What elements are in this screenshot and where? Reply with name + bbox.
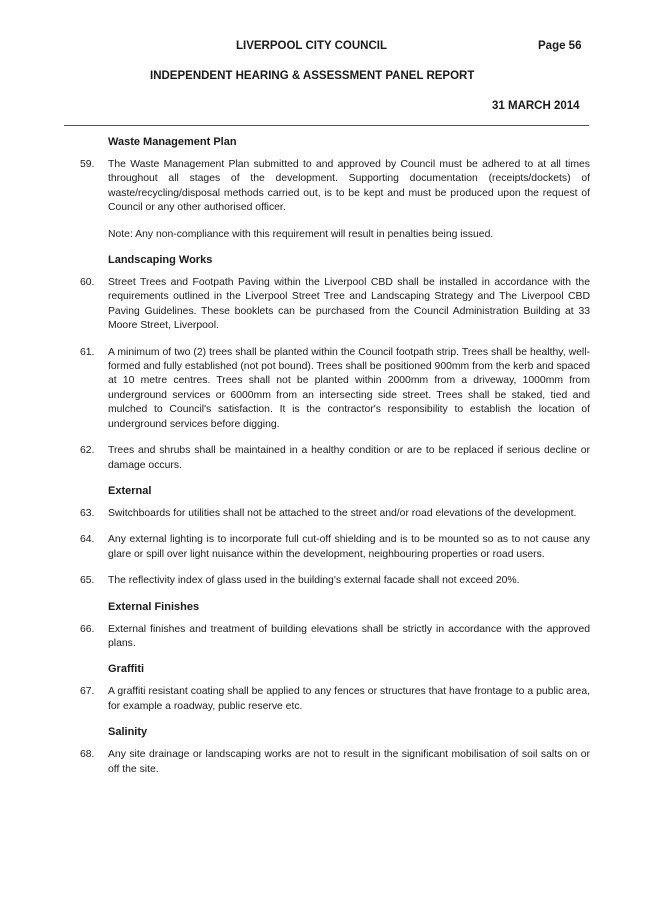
condition-68 bbox=[80, 748, 590, 777]
condition-60 bbox=[80, 276, 590, 334]
waste-note: Note: Any non-compliance with this requirement will result in penalties being issued. bbox=[108, 228, 494, 240]
condition-text: External finishes and treatment of building elevations shall be strictly in accordance with the approved plans. bbox=[108, 623, 590, 649]
condition-number: 67. bbox=[80, 686, 95, 698]
condition-number: 61. bbox=[80, 346, 95, 358]
header-divider bbox=[64, 125, 589, 126]
council-name: LIVERPOOL CITY COUNCIL bbox=[236, 40, 388, 52]
conditions-body bbox=[80, 136, 590, 787]
condition-62 bbox=[80, 444, 590, 473]
section-heading-external-finishes: External Finishes bbox=[108, 600, 200, 613]
condition-text: The reflectivity index of glass used in the building's external facade shall not exceed 20%. bbox=[108, 575, 520, 587]
condition-number: 59. bbox=[80, 159, 95, 170]
condition-text: A graffiti resistant coating shall be applied to any fences or structures that have frontage to a public area, for example a roadway, public reserve etc. bbox=[108, 686, 590, 712]
condition-text: Trees and shrubs shall be maintained in a healthy condition or are to be replaced if serious decline or damage occurs. bbox=[108, 445, 590, 471]
report-date: 31 MARCH 2014 bbox=[492, 100, 580, 112]
condition-number: 62. bbox=[80, 445, 95, 457]
condition-64 bbox=[80, 533, 590, 562]
section-heading-waste: Waste Management Plan bbox=[108, 136, 237, 148]
condition-59 bbox=[80, 158, 590, 216]
condition-number: 60. bbox=[80, 277, 95, 289]
condition-63 bbox=[80, 507, 590, 521]
condition-number: 66. bbox=[80, 623, 95, 635]
condition-text: The Waste Management Plan submitted to and approved by Council must be adhered to at all times throughout all stages of the development. Supporting documentation (receipts/dockets) of waste/recycling/disposal methods carried out, is to be kept and must be produced upon the request of Council or any other authorised officer. bbox=[108, 159, 590, 214]
section-heading-salinity: Salinity bbox=[108, 726, 148, 739]
condition-67 bbox=[80, 685, 590, 714]
section-heading-external: External bbox=[108, 484, 152, 497]
condition-number: 63. bbox=[80, 507, 95, 519]
condition-66 bbox=[80, 623, 590, 652]
condition-number: 65. bbox=[80, 575, 95, 587]
condition-65 bbox=[80, 574, 590, 588]
section-heading-graffiti: Graffiti bbox=[108, 663, 145, 676]
condition-number: 64. bbox=[80, 534, 95, 546]
condition-text: Switchboards for utilities shall not be attached to the street and/or road elevations of the development. bbox=[108, 507, 577, 519]
condition-61 bbox=[80, 346, 590, 432]
condition-text: Street Trees and Footpath Paving within the Liverpool CBD shall be installed in accordance with the requirements outlined in the Liverpool Street Tree and Landscaping Strategy and The Liverpool CBD Paving Guidelines. These booklets can be purchased from the Council Administration Building at 33 Moore Street, Liverpool. bbox=[108, 277, 590, 332]
page-number: Page 56 bbox=[538, 40, 582, 52]
condition-text: Any external lighting is to incorporate full cut-off shielding and is to be mounted so as to not cause any glare or spill over light nuisance within the development, neighbouring properties or road users. bbox=[108, 534, 590, 560]
condition-number: 68. bbox=[80, 749, 95, 761]
report-title: INDEPENDENT HEARING & ASSESSMENT PANEL REPORT bbox=[150, 70, 475, 82]
condition-text: A minimum of two (2) trees shall be planted within the Council footpath strip. Trees shall be healthy, well-formed and fully established (not pot bound). Trees shall be positioned 900mm from the kerb and spaced at 10 metre centres. Trees shall not be planted within 2000mm from a driveway, 1000mm from underground services or 6000mm from an intersecting side street. Trees shall be staked, tied and mulched to Council's satisfaction. It is the contractor's responsibility to establish the location of underground services before digging. bbox=[108, 346, 590, 430]
condition-text: Any site drainage or landscaping works are not to result in the significant mobilisation of soil salts on or off the site. bbox=[108, 749, 590, 775]
section-heading-landscaping: Landscaping Works bbox=[108, 254, 213, 267]
